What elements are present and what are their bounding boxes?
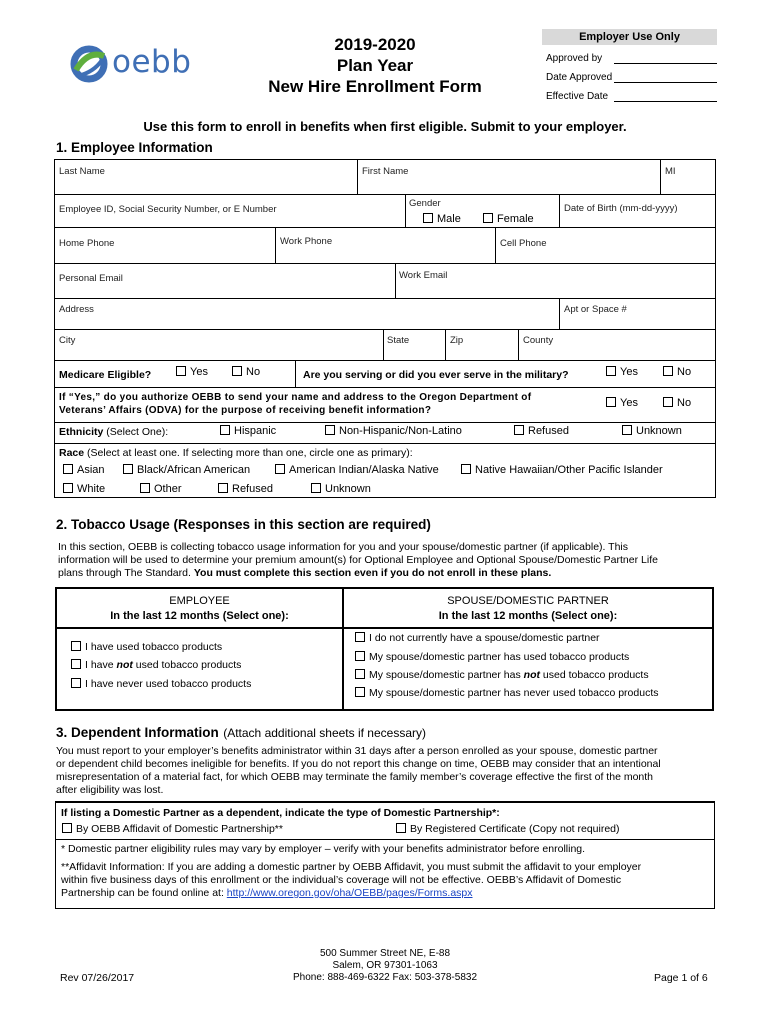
sp-no-spouse-checkbox[interactable]: I do not currently have a spouse/domestic partner: [355, 632, 600, 644]
city-field[interactable]: City: [59, 335, 76, 346]
race-black-checkbox[interactable]: Black/African American: [123, 464, 250, 476]
forms-link[interactable]: http://www.oregon.gov/oha/OEBB/pages/Forms.aspx: [226, 887, 473, 899]
page-number: Page 1 of 6: [654, 972, 708, 984]
medicare-yes-checkbox[interactable]: Yes: [176, 366, 208, 378]
race-label: Race (Select at least one. If selecting more than one, circle one as primary):: [59, 447, 413, 459]
domestic-partner-box: [55, 801, 715, 909]
effective-date-row[interactable]: Effective Date: [542, 84, 717, 102]
ethnicity-unknown-checkbox[interactable]: Unknown: [622, 425, 682, 437]
cell-phone-field[interactable]: Cell Phone: [500, 238, 547, 249]
dp-note-1: * Domestic partner eligibility rules may vary by employer – verify with your benefits administrator before enrolling.: [61, 843, 586, 855]
section1-heading: 1. Employee Information: [56, 140, 213, 155]
form-title: [255, 34, 495, 97]
mi-field[interactable]: MI: [665, 166, 676, 177]
employee-column-header: EMPLOYEE In the last 12 months (Select one):: [110, 595, 289, 622]
race-american-indian-checkbox[interactable]: American Indian/Alaska Native: [275, 464, 439, 476]
zip-field[interactable]: Zip: [450, 335, 464, 346]
race-asian-checkbox[interactable]: Asian: [63, 464, 105, 476]
approved-by-row[interactable]: Approved by: [542, 46, 717, 64]
dob-field[interactable]: Date of Birth (mm-dd-yyyy): [564, 203, 678, 214]
medicare-no-checkbox[interactable]: No: [232, 366, 260, 378]
gender-label: Gender: [409, 198, 441, 209]
instruction-text: Use this form to enroll in benefits when first eligible. Submit to your employer.: [143, 119, 627, 134]
race-pacific-islander-checkbox[interactable]: Native Hawaiian/Other Pacific Islander: [461, 464, 663, 476]
race-white-checkbox[interactable]: White: [63, 483, 105, 495]
sp-not-used-tobacco-checkbox[interactable]: My spouse/domestic partner has not used tobacco products: [355, 669, 649, 681]
title-line-1: 2019-2020: [334, 35, 416, 54]
military-no-checkbox[interactable]: No: [663, 366, 691, 378]
section3-paragraph: You must report to your employer’s benefits administrator within 31 days after a person enrolled as your spouse, domestic partner or dependent child becomes ineligible for benefits. If you do not report this change on time, OEBB may consider that an intentional misrepresentation of a material fact, for which OEBB may terminate the family member’s coverage effective the first of the month after eligibility was lost.: [56, 745, 661, 796]
last-name-field[interactable]: Last Name: [59, 166, 105, 177]
military-yes-checkbox[interactable]: Yes: [606, 366, 638, 378]
ethnicity-label: Ethnicity (Select One):: [59, 426, 169, 438]
section2-paragraph: In this section, OEBB is collecting tobacco usage information for you and your spouse/domestic partner (if applicable). This information will be used to determine your premium amount(s) for Optional Employee and Optional Spouse/Domestic Partner Life plans through The Standard. You must complete this section even if you do not enroll in these plans.: [58, 541, 658, 579]
race-unknown-checkbox[interactable]: Unknown: [311, 483, 371, 495]
emp-not-used-tobacco-checkbox[interactable]: I have not used tobacco products: [71, 659, 241, 671]
employer-use-heading: Employer Use Only: [542, 29, 717, 45]
work-phone-field[interactable]: Work Phone: [280, 236, 333, 247]
county-field[interactable]: County: [523, 335, 554, 346]
section3-heading: 3. Dependent Information (Attach additional sheets if necessary): [56, 725, 426, 740]
gender-male-checkbox[interactable]: Male: [423, 213, 461, 225]
sp-used-tobacco-checkbox[interactable]: My spouse/domestic partner has used tobacco products: [355, 651, 629, 663]
home-phone-field[interactable]: Home Phone: [59, 238, 115, 249]
dp-certificate-checkbox[interactable]: By Registered Certificate (Copy not required): [396, 823, 620, 835]
military-label: Are you serving or did you ever serve in the military?: [303, 369, 569, 381]
race-other-checkbox[interactable]: Other: [140, 483, 182, 495]
revision-date: Rev 07/26/2017: [60, 972, 135, 984]
address-field[interactable]: Address: [59, 304, 94, 315]
dp-note-2: **Affidavit Information: If you are adding a domestic partner by OEBB Affidavit, you must submit the affidavit to your employer within five business days of this enrollment or the individual’s coverage will not be effective. OEBB’s Affidavit of Domestic Partnership can be found online at: http://www.oregon.gov/oha/OEBB/pages/Forms.aspx: [61, 861, 642, 899]
ethnicity-hispanic-checkbox[interactable]: Hispanic: [220, 425, 276, 437]
work-email-field[interactable]: Work Email: [399, 270, 448, 281]
section2-heading: 2. Tobacco Usage (Responses in this section are required): [56, 517, 431, 532]
sp-never-used-tobacco-checkbox[interactable]: My spouse/domestic partner has never used tobacco products: [355, 687, 659, 699]
medicare-label: Medicare Eligible?: [59, 369, 152, 381]
footer-address: 500 Summer Street NE, E-88 Salem, OR 97301-1063 Phone: 888-469-6322 Fax: 503-378-5832: [292, 948, 478, 983]
employee-info-grid: [54, 159, 716, 498]
title-line-2: Plan Year: [336, 56, 414, 75]
odva-question: If “Yes,” do you authorize OEBB to send your name and address to the Oregon Department of Veterans’ Affairs (ODVA) for the purpose of receiving benefit information?: [59, 392, 532, 416]
emp-used-tobacco-checkbox[interactable]: I have used tobacco products: [71, 641, 222, 653]
odva-no-checkbox[interactable]: No: [663, 397, 691, 409]
apt-field[interactable]: Apt or Space #: [564, 304, 627, 315]
first-name-field[interactable]: First Name: [362, 166, 409, 177]
gender-female-checkbox[interactable]: Female: [483, 213, 534, 225]
ethnicity-refused-checkbox[interactable]: Refused: [514, 425, 569, 437]
dp-title: If listing a Domestic Partner as a dependent, indicate the type of Domestic Partnership*:: [61, 807, 500, 819]
state-field[interactable]: State: [387, 335, 410, 346]
ethnicity-non-hispanic-checkbox[interactable]: Non-Hispanic/Non-Latino: [325, 425, 462, 437]
odva-yes-checkbox[interactable]: Yes: [606, 397, 638, 409]
title-line-3: New Hire Enrollment Form: [268, 77, 482, 96]
race-refused-checkbox[interactable]: Refused: [218, 483, 273, 495]
date-approved-row[interactable]: Date Approved: [542, 65, 717, 83]
spouse-column-header: SPOUSE/DOMESTIC PARTNER In the last 12 months (Select one):: [438, 595, 618, 622]
dp-affidavit-checkbox[interactable]: By OEBB Affidavit of Domestic Partnership**: [62, 823, 283, 835]
employee-id-field[interactable]: Employee ID, Social Security Number, or E Number: [59, 204, 277, 215]
employer-use-box: [542, 29, 717, 102]
emp-never-used-tobacco-checkbox[interactable]: I have never used tobacco products: [71, 678, 251, 690]
personal-email-field[interactable]: Personal Email: [59, 273, 123, 284]
tobacco-table: [55, 587, 714, 711]
logo-text: oebb: [112, 44, 192, 80]
